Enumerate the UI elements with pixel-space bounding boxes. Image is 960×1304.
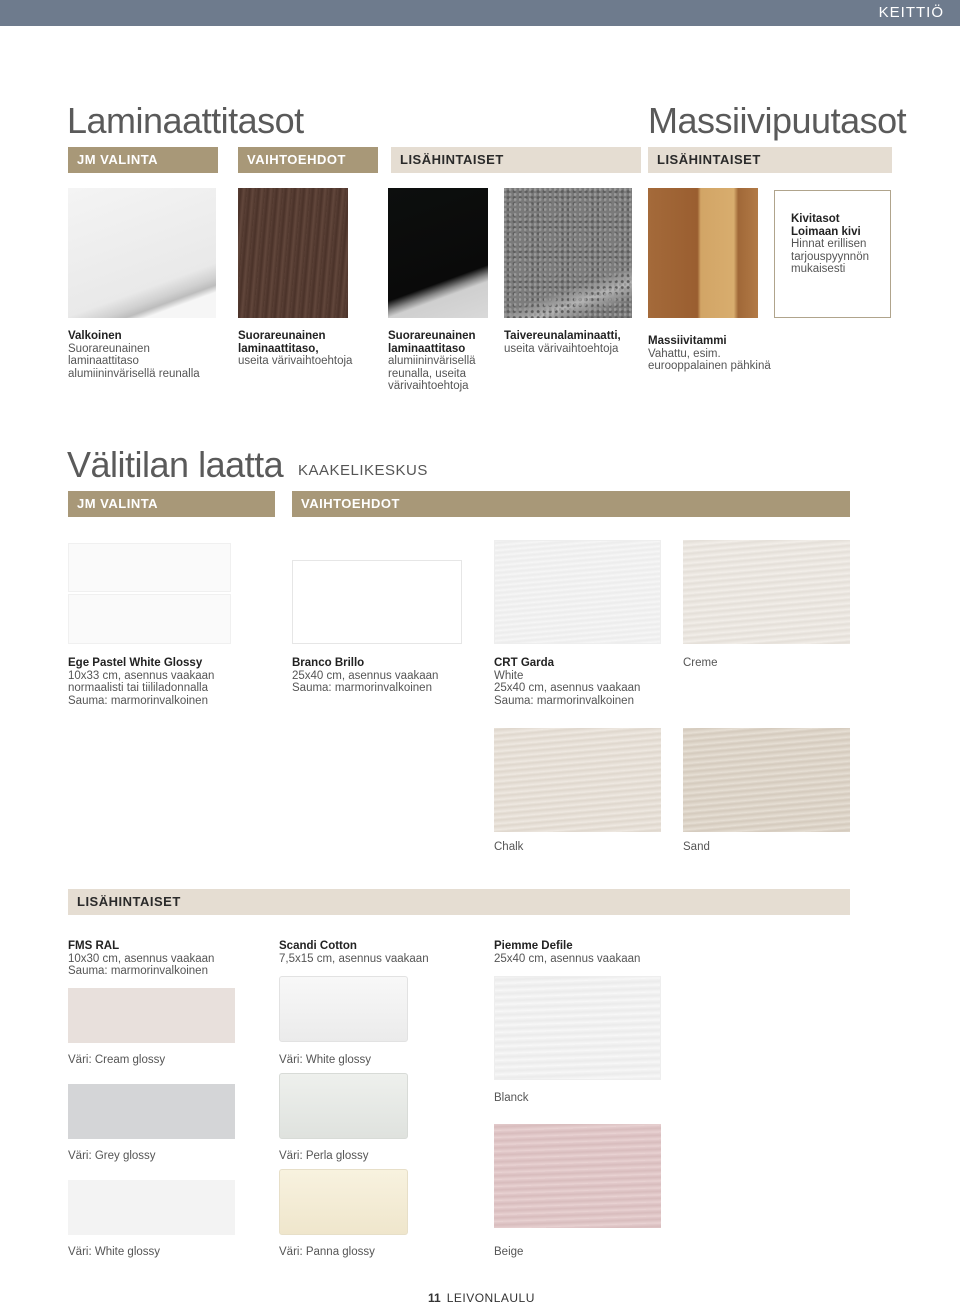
stone-line3: Hinnat erillisen (791, 238, 867, 250)
section-label: KEITTIÖ (878, 4, 944, 21)
tile-subtitle: KAAKELIKESKUS (298, 462, 428, 479)
swatch-ege-bottom (68, 594, 231, 644)
caption-line: 10x30 cm, asennus vaakaan (68, 952, 215, 965)
swatch-scandi-white (279, 976, 408, 1042)
footer (428, 1291, 535, 1304)
band-tile-lisahintaiset: LISÄHINTAISET (68, 889, 850, 915)
caption-line: laminaattitaso (68, 355, 139, 367)
caption-line: 10x33 cm, asennus vaakaan (68, 669, 215, 682)
swatch-oak-wood (648, 188, 758, 318)
caption-title: Piemme Defile (494, 940, 573, 952)
caption-title: Suorareunainen laminaattitaso (388, 330, 476, 355)
caption-wood (648, 335, 788, 373)
label-fms-grey: Väri: Grey glossy (68, 1150, 156, 1162)
caption-scandi (279, 940, 479, 965)
caption-title: Taivereunalaminaatti, (504, 330, 621, 342)
caption-line: Sauma: marmorinvalkoinen (494, 694, 634, 707)
label-piemme-blanck: Blanck (494, 1092, 529, 1104)
caption-ege (68, 657, 268, 707)
caption-title: Branco Brillo (292, 657, 365, 669)
caption-line: alumiininvärisellä reunalla (68, 367, 200, 380)
caption-laminate-3 (388, 330, 498, 393)
label-scandi-white: Väri: White glossy (279, 1054, 372, 1066)
swatch-piemme-beige (494, 1124, 661, 1228)
stone-info-box (774, 190, 891, 318)
stone-line2: Loimaan kivi (791, 225, 861, 238)
caption-laminate-4 (504, 330, 644, 355)
caption-line: reunalla, useita (388, 367, 466, 380)
stone-line5: mukaisesti (791, 263, 846, 275)
band-jm-valinta: JM VALINTA (68, 147, 218, 173)
caption-line: White (494, 669, 524, 682)
caption-line: eurooppalainen pähkinä (648, 360, 771, 372)
label-scandi-perla: Väri: Perla glossy (279, 1150, 369, 1162)
band-tile-jm: JM VALINTA (68, 491, 275, 517)
caption-title: Ege Pastel White Glossy (68, 657, 203, 669)
label-creme: Creme (683, 657, 718, 669)
swatch-brown-laminate (238, 188, 348, 318)
caption-line: Sauma: marmorinvalkoinen (292, 682, 432, 694)
swatch-black-laminate (388, 188, 488, 318)
label-scandi-panna: Väri: Panna glossy (279, 1246, 375, 1258)
tile-title: Välitilan laatta (67, 444, 284, 485)
label-fms-white: Väri: White glossy (68, 1246, 161, 1258)
swatch-piemme-blanck (494, 976, 661, 1080)
top-bar (0, 0, 960, 26)
swatch-white-laminate (68, 188, 216, 318)
caption-laminate-2 (238, 330, 378, 368)
caption-line: useita värivaihtoehtoja (238, 355, 353, 367)
caption-title: Scandi Cotton (279, 940, 357, 952)
swatch-fms-grey (68, 1084, 235, 1139)
swatch-garda-sand (683, 728, 850, 832)
band-lisahintaiset-laminate: LISÄHINTAISET (391, 147, 641, 173)
caption-line: 25x40 cm, asennus vaakaan (494, 952, 641, 965)
stone-line4: tarjouspyynnön (791, 250, 869, 263)
caption-line: värivaihtoehtoja (388, 380, 469, 392)
caption-title: Massiivitammi (648, 335, 727, 347)
caption-title: Suorareunainen laminaattitaso, (238, 330, 326, 355)
caption-line: Sauma: marmorinvalkoinen (68, 694, 208, 707)
caption-line: Sauma: marmorinvalkoinen (68, 965, 208, 977)
band-vaihtoehdot: VAIHTOEHDOT (238, 147, 378, 173)
caption-title: CRT Garda (494, 657, 555, 669)
laminate-title: Laminaattitasot (67, 100, 304, 141)
caption-laminate-1 (68, 330, 228, 380)
caption-fms (68, 940, 268, 978)
caption-garda (494, 657, 674, 707)
page-number: 11 (428, 1291, 441, 1304)
swatch-ege-top (68, 543, 231, 592)
wood-title: Massiivipuutasot (648, 100, 907, 141)
caption-line: Suorareunainen (68, 342, 150, 355)
caption-piemme (494, 940, 694, 965)
swatch-fms-cream (68, 988, 235, 1043)
label-chalk: Chalk (494, 841, 524, 853)
caption-title: Valkoinen (68, 330, 122, 342)
label-sand: Sand (683, 841, 710, 853)
label-piemme-beige: Beige (494, 1246, 524, 1258)
caption-line: alumiininvärisellä (388, 355, 476, 367)
swatch-garda-chalk (494, 728, 661, 832)
band-tile-vaihtoehdot: VAIHTOEHDOT (292, 491, 850, 517)
footer-brand: LEIVONLAULU (446, 1291, 535, 1304)
stone-line1: Kivitasot (791, 213, 840, 225)
caption-line: normaalisti tai tiililadonnalla (68, 682, 208, 694)
swatch-garda-white (494, 540, 661, 644)
band-lisahintaiset-wood: LISÄHINTAISET (648, 147, 892, 173)
swatch-fms-white (68, 1180, 235, 1235)
caption-line: 25x40 cm, asennus vaakaan (494, 682, 641, 694)
caption-title: FMS RAL (68, 940, 120, 952)
swatch-gray-stone-laminate (504, 188, 632, 318)
caption-branco (292, 657, 482, 695)
caption-line: 25x40 cm, asennus vaakaan (292, 669, 439, 682)
swatch-branco (292, 560, 462, 644)
swatch-garda-creme (683, 540, 850, 644)
swatch-scandi-panna (279, 1169, 408, 1235)
caption-line: useita värivaihtoehtoja (504, 342, 619, 355)
swatch-scandi-perla (279, 1073, 408, 1139)
caption-line: Vahattu, esim. (648, 347, 721, 360)
label-fms-cream: Väri: Cream glossy (68, 1054, 166, 1066)
caption-line: 7,5x15 cm, asennus vaakaan (279, 952, 429, 965)
